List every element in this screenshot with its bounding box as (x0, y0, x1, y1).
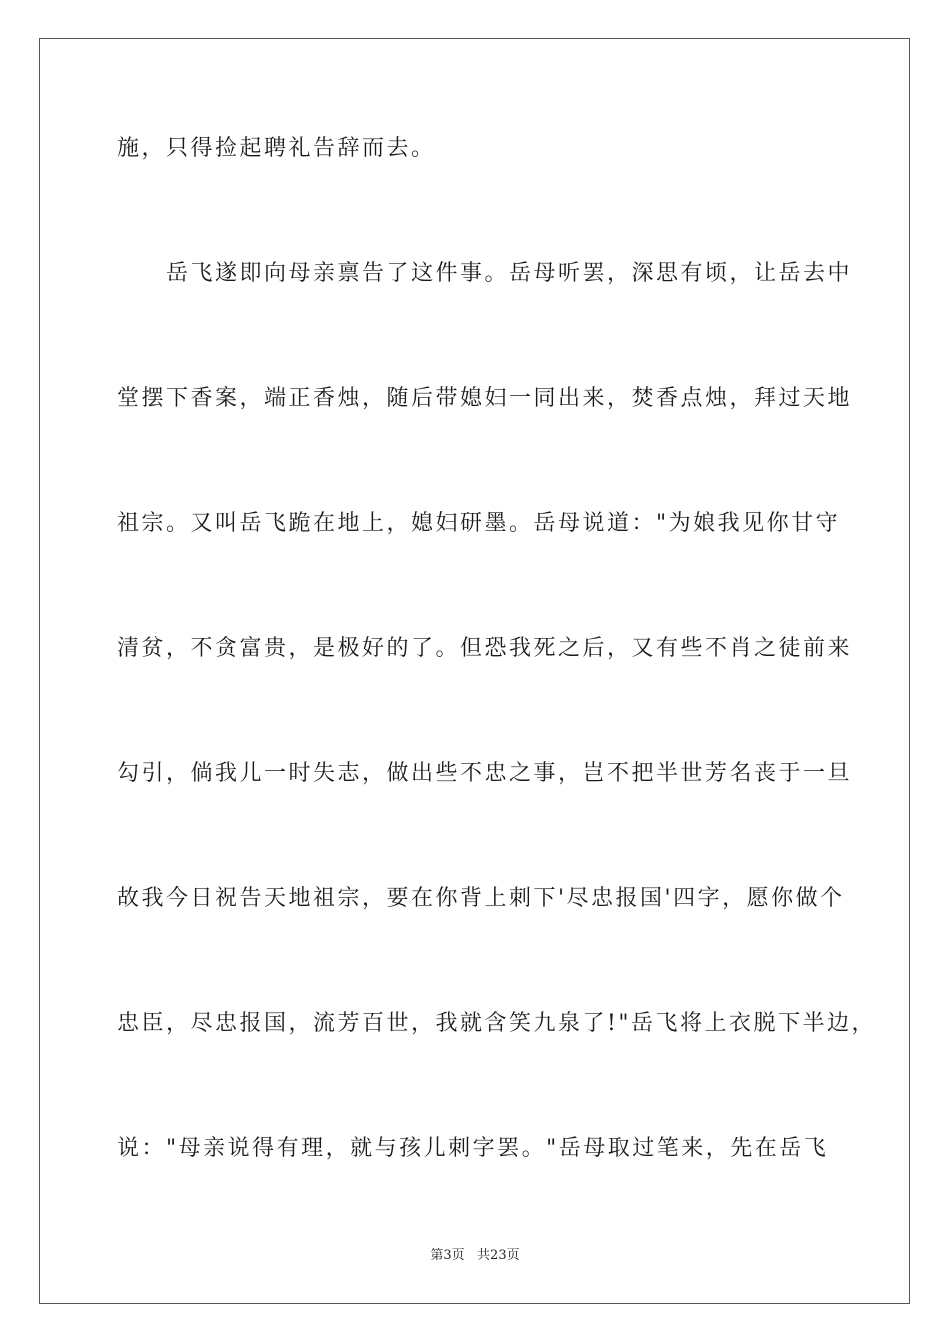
text-line-6: 勾引，倘我儿一时失志，做出些不忠之事，岂不把半世芳名丧于一旦 (117, 761, 853, 786)
text-line-9: 说："母亲说得有理，就与孩儿刺字罢。"岳母取过笔来，先在岳飞 (117, 1136, 829, 1161)
text-line-5: 清贫，不贪富贵，是极好的了。但恐我死之后，又有些不肖之徒前来 (117, 636, 853, 661)
text-line-3: 堂摆下香案，端正香烛，随后带媳妇一同出来，焚香点烛，拜过天地 (117, 386, 853, 411)
page-number-footer: 第3页 共23页 (430, 1248, 520, 1263)
text-line-1: 施，只得捡起聘礼告辞而去。 (117, 136, 436, 161)
page-border (39, 38, 910, 1304)
text-line-8: 忠臣，尽忠报国，流芳百世，我就含笑九泉了!"岳飞将上衣脱下半边， (117, 1011, 876, 1036)
text-line-2: 岳飞遂即向母亲禀告了这件事。岳母听罢，深思有顷，让岳去中 (117, 261, 853, 286)
text-line-7: 故我今日祝告天地祖宗，要在你背上刺下'尽忠报国'四字，愿你做个 (117, 886, 845, 911)
text-line-4: 祖宗。又叫岳飞跪在地上，媳妇研墨。岳母说道："为娘我见你甘守 (117, 511, 841, 536)
